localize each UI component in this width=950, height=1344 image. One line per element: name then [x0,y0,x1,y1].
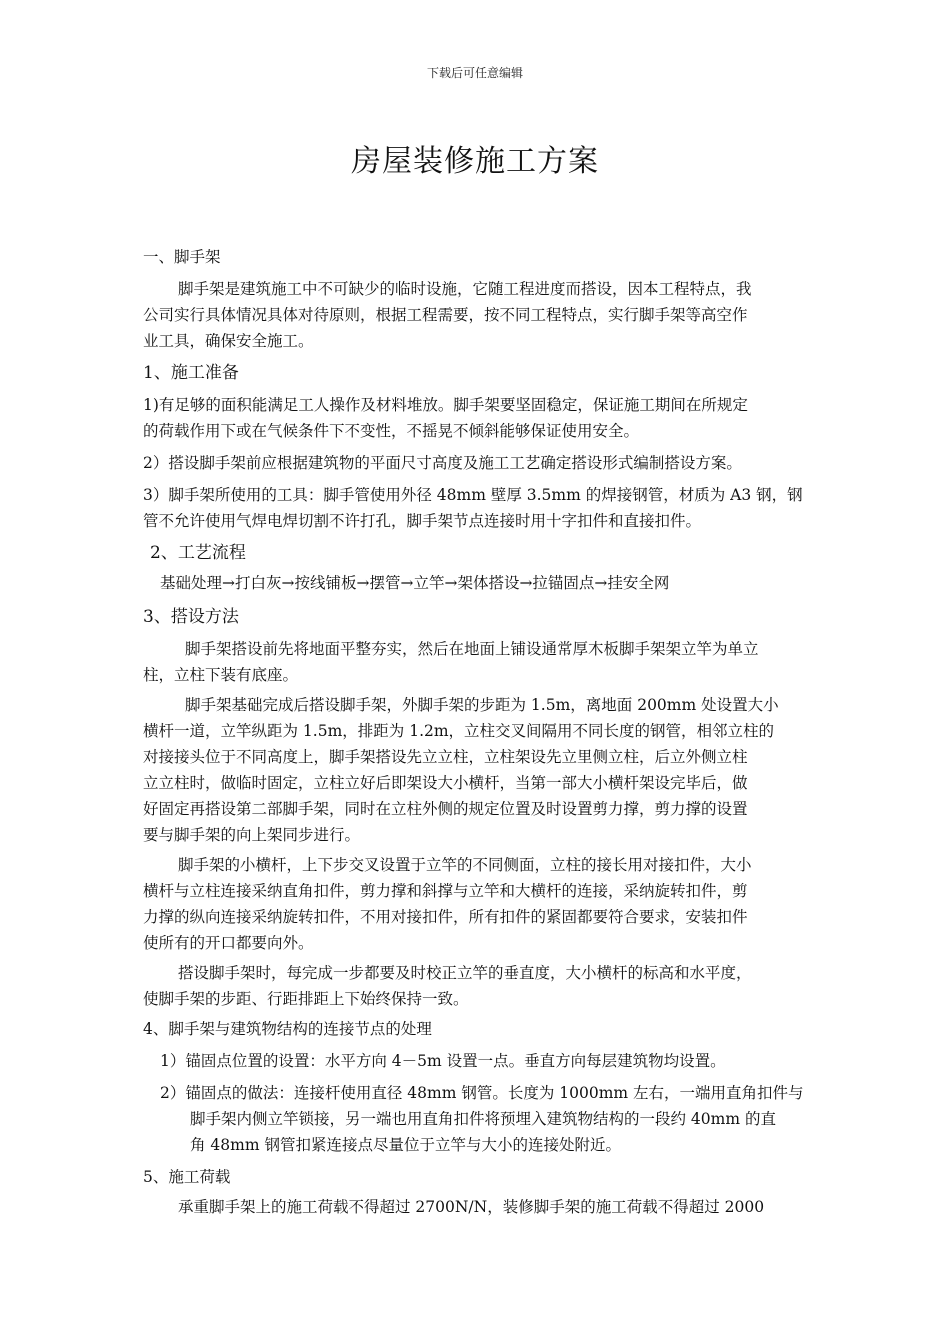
paragraph-line: 2）搭设脚手架前应根据建筑物的平面尺寸高度及施工工艺确定搭设形式编制搭设方案。 [143,454,742,472]
paragraph-line: 力撑的纵向连接采纳旋转扣件，不用对接扣件，所有扣件的紧固都要符合要求，安装扣件 [143,908,748,926]
list-item: 1）锚固点位置的设置：水平方向 4－5m 设置一点。垂直方向每层建筑物均设置。 [160,1052,726,1070]
paragraph-line: 横杆一道，立竿纵距为 1.5m，排距为 1.2m，立柱交叉间隔用不同长度的钢管，相邻立柱的 [143,722,775,740]
paragraph-line: 业工具，确保安全施工。 [143,332,314,350]
paragraph-line: 承重脚手架上的施工荷载不得超过 2700N/N，装修脚手架的施工荷载不得超过 2000 [178,1198,765,1216]
paragraph-line: 搭设脚手架时，每完成一步都要及时校正立竿的垂直度，大小横杆的标高和水平度， [178,964,752,982]
paragraph-line: 1)有足够的面积能满足工人操作及材料堆放。脚手架要坚固稳定，保证施工期间在所规定 [143,396,748,414]
paragraph-line: 好固定再搭设第二部脚手架，同时在立柱外侧的规定位置及时设置剪力撑，剪力撑的设置 [143,800,748,818]
paragraph-line: 对接接头位于不同高度上，脚手架搭设先立立柱，立柱架设先立里侧立柱，后立外侧立柱 [143,748,748,766]
paragraph-line: 管不允许使用气焊电焊切割不许打孔，脚手架节点连接时用十字扣件和直接扣件。 [143,512,702,530]
list-item-continuation: 脚手架内侧立竿锁接，另一端也用直角扣件将预埋入建筑物结构的一段约 40mm 的直 [190,1110,776,1128]
subsection-heading: 5、施工荷载 [143,1168,231,1186]
paragraph-line: 横杆与立柱连接采纳直角扣件，剪力撑和斜撑与立竿和大横杆的连接，采纳旋转扣件，剪 [143,882,748,900]
paragraph-line: 3）脚手架所使用的工具：脚手管使用外径 48mm 壁厚 3.5mm 的焊接钢管，材质为 A3 钢，钢 [143,486,803,504]
process-flow: 基础处理→打白灰→按线铺板→摆管→立竿→架体搭设→拉锚固点→挂安全网 [160,574,670,592]
list-item-continuation: 角 48mm 钢管扣紧连接点尽量位于立竿与大小的连接处附近。 [190,1136,621,1154]
document-title: 房屋装修施工方案 [351,144,599,179]
paragraph-line: 脚手架搭设前先将地面平整夯实，然后在地面上铺设通常厚木板脚手架架立竿为单立 [185,640,759,658]
subsection-heading: 4、脚手架与建筑物结构的连接节点的处理 [143,1020,432,1038]
paragraph-line: 柱，立柱下装有底座。 [143,666,299,684]
paragraph-line: 使所有的开口都要向外。 [143,934,314,952]
paragraph-line: 使脚手架的步距、行距排距上下始终保持一致。 [143,990,469,1008]
paragraph-line: 要与脚手架的向上架同步进行。 [143,826,361,844]
paragraph-line: 的荷载作用下或在气候条件下不变性，不摇晃不倾斜能够保证使用安全。 [143,422,640,440]
paragraph-line: 立立柱时，做临时固定，立柱立好后即架设大小横杆，当第一部大小横杆架设完毕后，做 [143,774,748,792]
subsection-heading: 2、工艺流程 [150,543,246,563]
list-item: 2）锚固点的做法：连接杆使用直径 48mm 钢管。长度为 1000mm 左右，一端用直角扣件与 [160,1084,804,1102]
section-heading: 一、脚手架 [143,248,221,266]
paragraph-line: 脚手架是建筑施工中不可缺少的临时设施，它随工程进度而搭设，因本工程特点，我 [178,280,752,298]
page-header-note: 下载后可任意编辑 [426,66,523,80]
paragraph-line: 脚手架基础完成后搭设脚手架，外脚手架的步距为 1.5m，离地面 200mm 处设置大小 [185,696,779,714]
subsection-heading: 3、搭设方法 [143,607,239,627]
paragraph-line: 公司实行具体情况具体对待原则，根据工程需要，按不同工程特点，实行脚手架等高空作 [143,306,748,324]
subsection-heading: 1、施工准备 [143,363,239,383]
paragraph-line: 脚手架的小横杆，上下步交叉设置于立竿的不同侧面，立柱的接长用对接扣件，大小 [178,856,752,874]
